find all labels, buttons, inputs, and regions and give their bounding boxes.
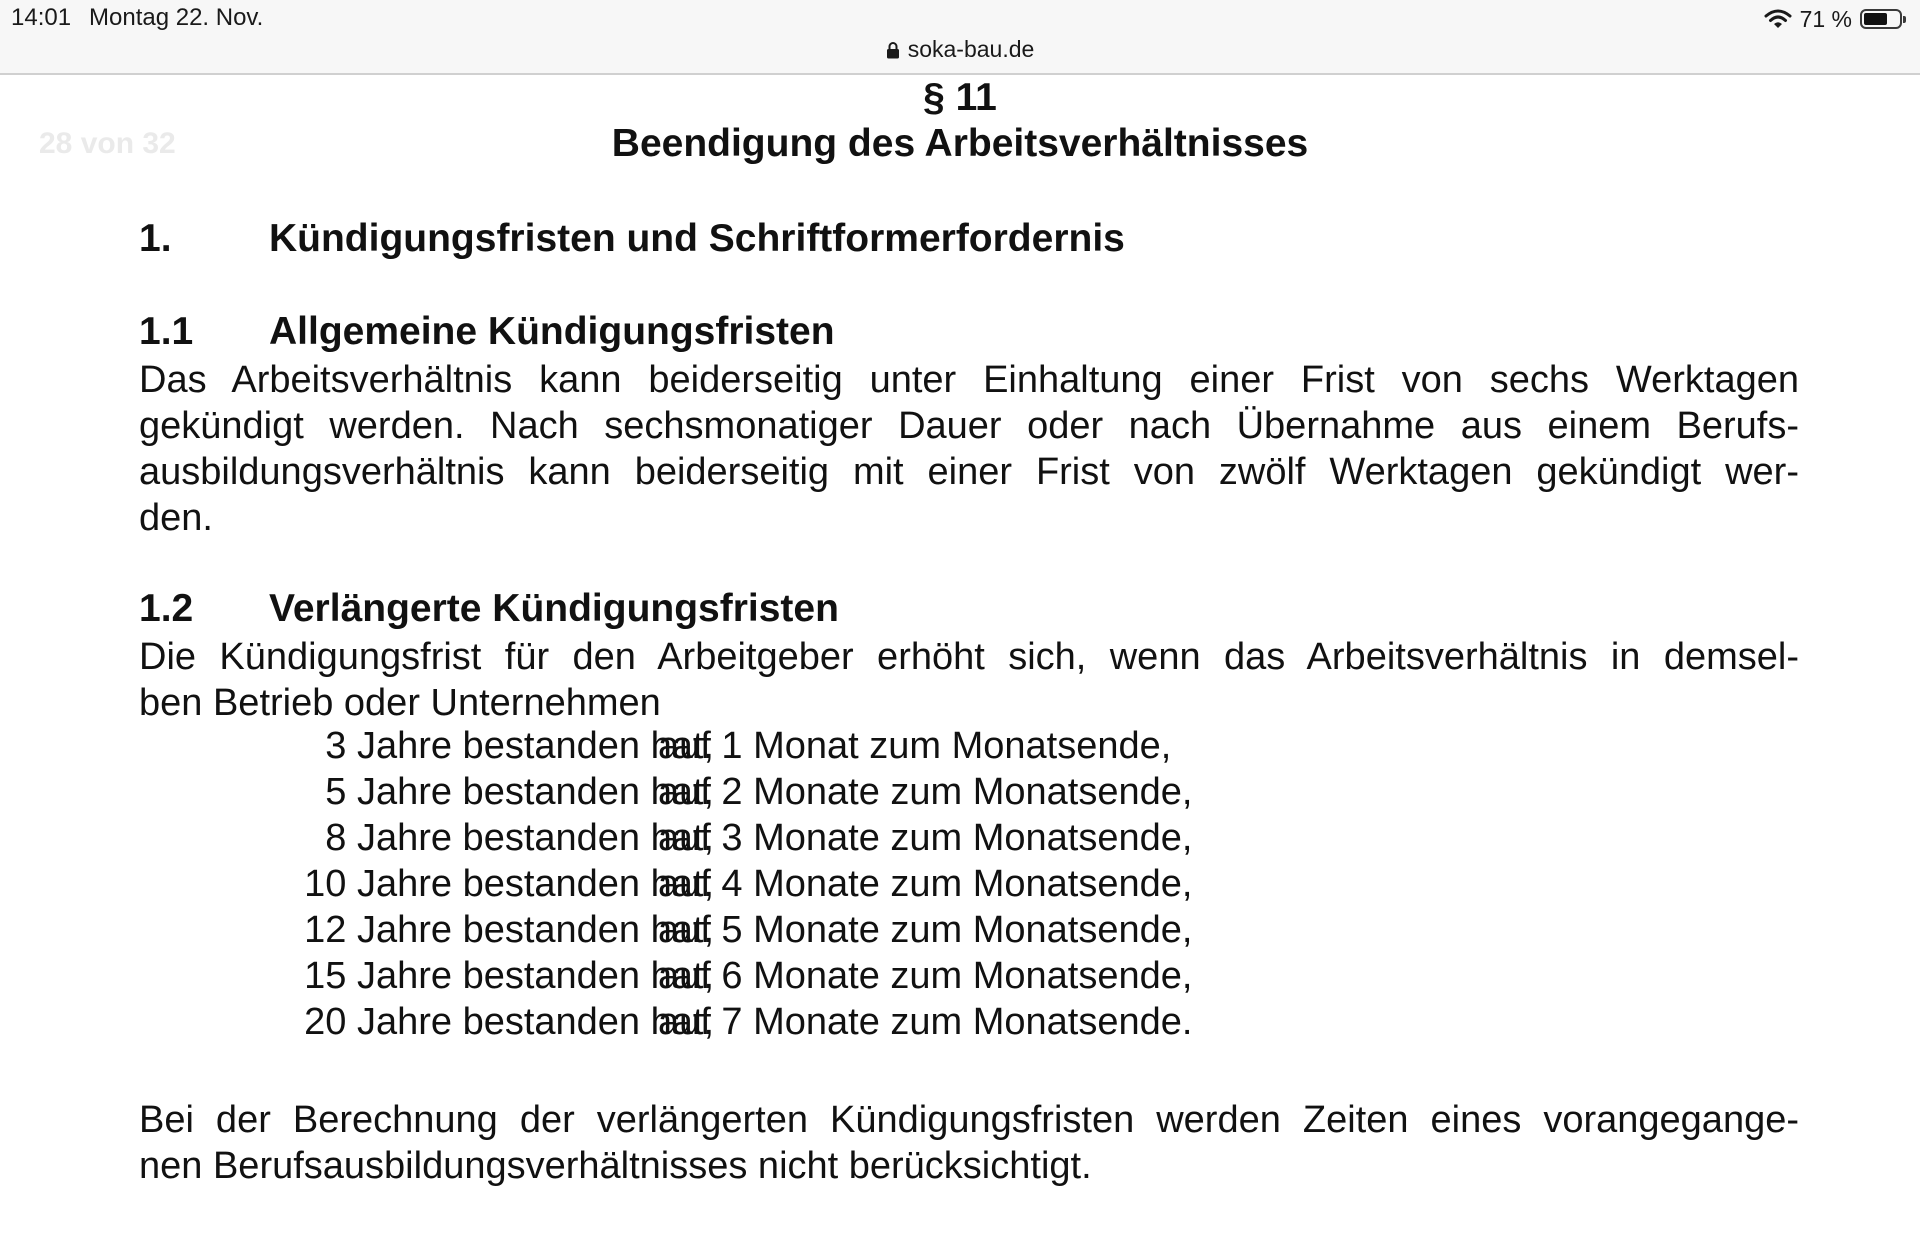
page-counter: 28 von 32 [39, 127, 176, 160]
section-1-1-body [139, 357, 1799, 541]
notice-period-row [139, 725, 1339, 771]
section-title: Allgemeine Kündigungsfristen [269, 310, 835, 353]
section-title: Kündigungsfristen und Schriftformerfordernis [269, 217, 1125, 260]
tenure-years: 5 Jahre bestanden hat, [325, 771, 714, 813]
wifi-icon [1764, 8, 1792, 30]
status-indicators [1764, 4, 1902, 34]
notice-duration: auf 6 Monate zum Monatsende, [658, 955, 1193, 997]
tenure-years: 8 Jahre bestanden hat, [325, 817, 714, 859]
notice-duration: auf 1 Monat zum Monatsende, [658, 725, 1172, 767]
body-line: den. [139, 497, 213, 539]
notice-period-row [139, 955, 1339, 1001]
body-line: Das Arbeitsverhältnis kann beiderseitig unter Einhaltung einer Frist von sechs Werktagen [139, 359, 1799, 401]
document-title: Beendigung des Arbeitsverhältnisses [611, 122, 1309, 165]
tenure-years: 3 Jahre bestanden hat, [325, 725, 714, 767]
notice-period-list [139, 725, 1339, 1047]
body-line: Die Kündigungsfrist für den Arbeitgeber erhöht sich, wenn das Arbeitsverhältnis in demsel- [139, 636, 1799, 678]
lock-icon [886, 41, 900, 59]
section-1-1-heading [139, 310, 835, 354]
body-line: gekündigt werden. Nach sechsmonatiger Dauer oder nach Übernahme aus einem Berufs- [139, 405, 1799, 447]
address-bar[interactable] [0, 36, 1920, 63]
section-title: Verlängerte Kündigungsfristen [269, 587, 839, 630]
paragraph-number: § 11 [923, 76, 997, 119]
section-number: 1.1 [139, 310, 194, 353]
notice-duration: auf 7 Monate zum Monatsende. [658, 1001, 1193, 1043]
url-text[interactable]: soka-bau.de [907, 36, 1035, 62]
section-1-heading [139, 217, 1125, 261]
section-number: 1. [139, 217, 172, 260]
notice-duration: auf 5 Monate zum Monatsende, [658, 909, 1193, 951]
tenure-years: 10 Jahre bestanden hat, [304, 863, 714, 905]
tenure-years: 12 Jahre bestanden hat, [304, 909, 714, 951]
notice-period-row [139, 863, 1339, 909]
status-time: 14:01 [11, 4, 72, 31]
notice-period-row [139, 771, 1339, 817]
section-1-2-closing [139, 1097, 1799, 1189]
section-number: 1.2 [139, 587, 194, 630]
notice-period-row [139, 817, 1339, 863]
notice-duration: auf 2 Monate zum Monatsende, [658, 771, 1193, 813]
body-line: ben Betrieb oder Unternehmen [139, 682, 661, 724]
battery-icon [1860, 9, 1902, 29]
section-1-2-heading [139, 587, 839, 631]
tenure-years: 15 Jahre bestanden hat, [304, 955, 714, 997]
battery-percentage: 71 % [1799, 5, 1852, 32]
tenure-years: 20 Jahre bestanden hat, [304, 1001, 714, 1043]
notice-duration: auf 4 Monate zum Monatsende, [658, 863, 1193, 905]
notice-period-row [139, 1001, 1339, 1047]
battery-cap [1903, 16, 1906, 23]
section-1-2-intro [139, 634, 1799, 726]
browser-chrome [0, 0, 1920, 75]
body-line: nen Berufsausbildungsverhältnisses nicht berücksichtigt. [139, 1145, 1092, 1187]
notice-period-row [139, 909, 1339, 955]
notice-duration: auf 3 Monate zum Monatsende, [658, 817, 1193, 859]
body-line: Bei der Berechnung der verlängerten Kündigungsfristen werden Zeiten eines vorangegange- [139, 1099, 1799, 1141]
battery-level [1864, 13, 1887, 25]
body-line: ausbildungsverhältnis kann beiderseitig mit einer Frist von zwölf Werktagen gekündigt wer- [139, 451, 1799, 493]
status-date: Montag 22. Nov. [89, 4, 264, 31]
